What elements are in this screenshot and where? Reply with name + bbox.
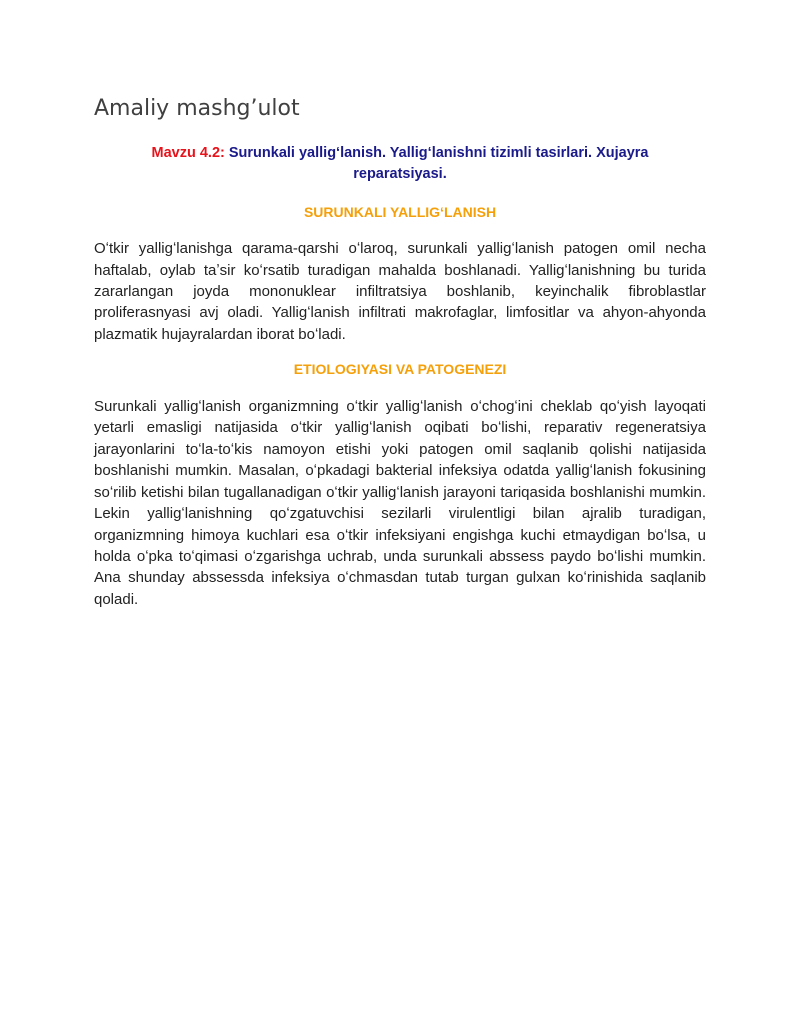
section-heading: SURUNKALI YALLIGʻLANISH	[303, 203, 497, 220]
topic-line	[112, 143, 688, 185]
section-etiologiyasi	[94, 360, 706, 610]
document-page	[94, 95, 706, 625]
topic-label: Mavzu 4.2:	[151, 144, 225, 161]
section-surunkali	[94, 203, 706, 346]
topic-text: Surunkali yallig‘lanish. Yallig‘lanishni tizimli tasirlari. Xujayra reparatsiyasi.	[228, 144, 649, 182]
section-paragraph: Oʻtkir yalligʻlanishga qarama-qarshi oʻlaroq, surunkali yalligʻlanish patogen omil necha haftalab, oylab taʼsir koʻrsatib turadigan mahalda boshlanadi. Yalligʻlanishning bu turida zararlangan joyda mononuklear infiltratsiya boshlanib, keyinchalik fibroblastlar proliferasnyasi avj oladi. Yalligʻlanish infiltrati makrofaglar, limfositlar va ahyon-ahyonda plazmatik hujayralardan iborat boʻladi.	[94, 240, 706, 343]
section-paragraph: Surunkali yalligʻlanish organizmning oʻtkir yalligʻlanish oʻchogʻini cheklab qoʻyish layoqati yetarli emasligi natijasida oʻtkir yalligʻlanish oqibati boʻlishi, reparativ regeneratsiya jarayonlarini toʻla-toʻkis namoyon etishi yoki patogen omil saqlanib qolishi natijasida boshlanishi mumkin. Masalan, oʻpkadagi bakterial infeksiya odatda yalligʻlanish fokusining soʻrilib ketishi bilan tugallanadigan oʻtkir yalligʻlanish jarayoni tariqasida boshlanishi mumkin. Lekin yalligʻlanishning qoʻzgatuvchisi sezilarli virulentligi bilan ajralib turadigan, organizmning himoya kuchlari esa oʻtkir infeksiyani engishga kuchi etmaydigan boʻlsa, u holda oʻpka toʻqimasi oʻzgarishga uchrab, unda surunkali abssess paydo boʻlishi mumkin. Ana shunday abssessda infeksiya oʻchmasdan tutab turgan gulxan koʻrinishida saqlanib qoladi.	[94, 397, 706, 608]
section-heading: ETIOLOGIYASI VA PATOGENEZI	[293, 361, 507, 378]
document-title: Amaliy mashg’ulot	[94, 96, 300, 121]
